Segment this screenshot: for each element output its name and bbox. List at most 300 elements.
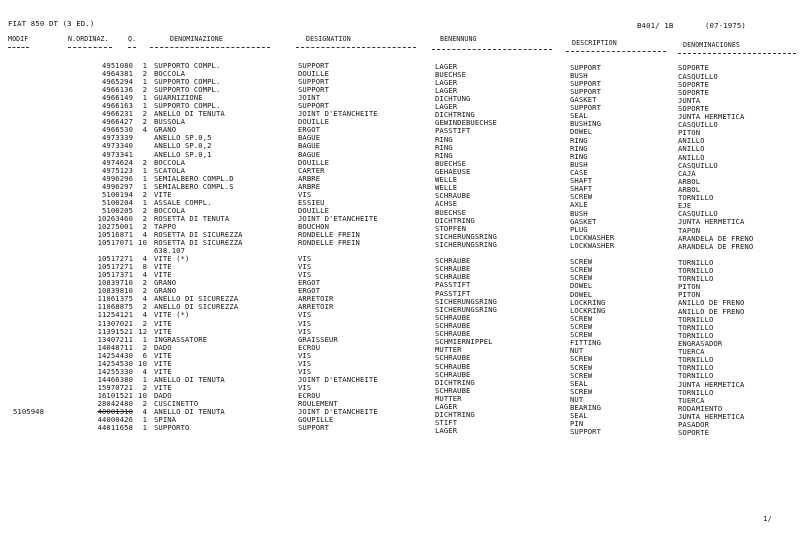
order-number-cell: 4996297 [102,181,133,191]
quantity-cell: 1 [142,423,147,433]
english-name-cell: LOCKRING [570,305,606,315]
french-name-cell: ECROU [298,390,321,400]
modif-cell: 5105948 [13,407,44,417]
german-name-cell: DICHTRING [435,410,475,420]
english-name-cell: SCREW [570,322,593,332]
french-name-cell: SUPPORT [298,77,329,87]
french-name-cell: BAGUE [298,133,321,143]
french-name-cell: VIS [298,189,312,199]
english-name-cell: SUPPORT [570,62,601,72]
page-number: 1/ [763,514,773,523]
order-number-cell: 5100204 [102,197,133,207]
quantity-cell: 1 [142,165,147,175]
quantity-cell: 4 [142,229,147,239]
spanish-name-cell: TAPON [678,225,701,235]
french-name-cell: ERGOT [298,125,321,135]
order-number-cell: 16101521 [97,390,133,400]
german-name-cell: GEWINDEBUECHSE [435,118,497,128]
english-name-cell: PLUG [570,224,588,234]
quantity-cell: 2 [142,157,147,167]
french-name-cell: ESSIEU [298,197,325,207]
french-name-cell: ARBRE [298,173,321,183]
spanish-name-cell: TORNILLO [678,193,714,203]
spanish-name-cell: TORNILLO [678,355,714,365]
german-name-cell: SCHRAUBE [435,329,471,339]
french-name-cell: GRAISSEUR [298,334,338,344]
italian-name-cell: VITE [154,318,172,328]
german-name-cell: SCHRAUBE [435,353,471,363]
english-name-cell: SCREW [570,273,593,283]
italian-name-cell: ASSALE COMPL. [154,197,212,207]
quantity-cell: 2 [142,117,147,127]
order-number-cell: 4964381 [102,69,133,79]
german-name-cell: LAGER [435,426,458,436]
italian-name-cell: SEMIALBERO COMPL.D [154,173,234,183]
order-number-cell: 4951080 [102,61,133,70]
quantity-cell: 2 [142,221,147,231]
spanish-name-cell: CASQUILLO [678,71,718,81]
french-name-cell: BOUCHON [298,221,329,231]
italian-name-cell: BOCCOLA [154,157,185,167]
col-header-ordinaz: N.ORDINAZ. [68,35,109,43]
english-name-cell: SCREW [570,313,593,323]
spanish-name-cell: SOPORTE [678,63,709,73]
col-header-fr: DESIGNATION [306,35,351,43]
german-name-cell: SICHERUNGSRING [435,304,497,314]
italian-name-cell: VITE [154,270,172,280]
italian-name-cell: ANELLO DI TENUTA [154,374,225,384]
col-header-de: BENENNUNG [440,35,477,43]
order-number-cell: 44000426 [97,415,133,425]
spanish-name-cell: PITON [678,282,701,292]
german-name-cell: BUECHSE [435,158,466,168]
quantity-cell: 2 [142,109,147,119]
header-rule [150,47,270,48]
french-name-cell: ROULEMENT [298,398,338,408]
spanish-name-cell: ANILLO [678,144,705,154]
english-name-cell: SCREW [570,192,593,202]
header-rule [296,47,416,48]
english-name-cell: RING [570,143,588,153]
french-name-cell: ECROU [298,342,321,352]
spanish-name-cell: EJE [678,201,692,211]
header-rule [678,53,796,54]
french-name-cell: ERGOT [298,286,321,296]
order-number-cell: 4974624 [102,157,133,167]
order-number-cell: 11061375 [97,294,133,304]
order-number-cell: 14254430 [97,350,133,360]
spanish-name-cell: JUNTA [678,95,701,105]
french-name-cell: VIS [298,262,312,272]
spanish-name-cell: TUERCA [678,347,705,357]
quantity-cell: 2 [142,286,147,296]
header-rule [8,47,29,48]
german-name-cell: RING [435,134,453,144]
german-name-cell: SICHERUNGSRING [435,296,497,306]
english-name-cell: CASE [570,167,588,177]
italian-name-cell: SUPPORTO COMPL. [154,61,221,70]
italian-name-cell: VITE (*) [154,254,190,264]
quantity-cell: 4 [142,254,147,264]
italian-name-cell: ANELLO SP.0,5 [154,133,212,143]
english-name-cell: DOWEL [570,281,593,291]
order-number-cell: 4973339 [102,133,133,143]
english-name-cell: RING [570,135,588,145]
french-name-cell: SUPPORT [298,101,329,111]
italian-name-cell: ANELLO DI SICUREZZA [154,294,239,304]
spanish-name-cell: TORNILLO [678,387,714,397]
german-name-cell: ACHSE [435,199,458,209]
order-number-cell: 10275001 [97,221,133,231]
french-name-cell: ARRETOIR [298,294,334,304]
german-name-cell: SICHERUNGSRING [435,239,497,249]
spanish-name-cell: TORNILLO [678,314,714,324]
quantity-cell: 8 [142,262,147,272]
german-name-cell: LAGER [435,85,458,95]
english-name-cell: SEAL [570,411,588,421]
german-name-cell: PASSTIFT [435,126,471,136]
english-name-cell: SCREW [570,265,593,275]
col-header-en: DESCRIPTION [572,39,617,47]
german-name-cell: BUECHSE [435,69,466,79]
order-number-cell: 4965294 [102,77,133,87]
english-name-cell: RING [570,151,588,161]
french-name-cell: VIS [298,270,312,280]
order-number-cell: 13407211 [97,334,133,344]
english-name-cell: NUT [570,346,584,356]
quantity-cell: 4 [142,294,147,304]
quantity-cell: 1 [142,197,147,207]
french-name-cell: DOUILLE [298,117,329,127]
italian-name-cell: ANELLO DI TENUTA [154,109,225,119]
italian-name-cell: DADO [154,390,172,400]
italian-name-cell: ANELLO DI SICUREZZA [154,302,239,312]
french-name-cell: RONDELLE FREIN [298,229,360,239]
french-name-cell: JOINT D'ETANCHEITE [298,109,378,119]
col-header-qty: Q. [128,35,137,43]
italian-name-cell: BOCCOLA [154,205,185,215]
english-name-cell: NUT [570,394,584,404]
quantity-cell: 10 [138,358,147,368]
french-name-cell: SUPPORT [298,61,329,70]
spanish-name-cell: ENGRASADOR [678,339,723,349]
order-number-cell: 10517271 [97,262,133,272]
order-number-cell: 10517371 [97,270,133,280]
order-number-cell: 40001310 [97,407,133,417]
french-name-cell: DOUILLE [298,157,329,167]
french-name-cell: VIS [298,358,312,368]
order-number-cell: 11391521 [97,326,133,336]
document-title: FIAT 850 DT (3 ED.) [8,19,95,28]
spanish-name-cell: SOPORTE [678,428,709,438]
spanish-name-cell: JUNTA HERMETICA [678,379,745,389]
quantity-cell: 2 [142,69,147,79]
french-name-cell: RONDELLE FREIN [298,238,360,248]
order-number-cell: 4966163 [102,101,133,111]
english-name-cell: SUPPORT [570,427,601,437]
french-name-cell: VIS [298,382,312,392]
italian-name-cell: SPINA [154,415,177,425]
spanish-name-cell: TUERCA [678,395,705,405]
order-number-cell: 10839710 [97,278,133,288]
order-number-cell: 10839810 [97,286,133,296]
italian-name-cell: SUPPORTO COMPL. [154,77,221,87]
quantity-cell: 2 [142,342,147,352]
quantity-cell: 1 [142,181,147,191]
italian-name-cell: ANELLO SP.0,1 [154,149,212,159]
italian-name-cell: DADO [154,342,172,352]
english-name-cell: SHAFT [570,184,593,194]
spanish-name-cell: ARBOL [678,176,701,186]
quantity-cell: 10 [138,238,147,248]
german-name-cell: SICHERUNGSRING [435,231,497,241]
order-number-cell: 5100194 [102,189,133,199]
order-number-cell: 4966231 [102,109,133,119]
order-number-cell: 11068875 [97,302,133,312]
french-name-cell: DOUILLE [298,69,329,79]
quantity-cell: 2 [142,189,147,199]
spanish-name-cell: ARANDELA DE FRENO [678,241,754,251]
german-name-cell: SCHRAUBE [435,312,471,322]
italian-name-cell: ROSETTA DI SICUREZZA [154,229,243,239]
quantity-cell: 2 [142,213,147,223]
english-name-cell: SCREW [570,386,593,396]
english-name-cell: SCREW [570,257,593,267]
header-rule [432,49,552,50]
english-name-cell: LOCKWASHER [570,232,615,242]
english-name-cell: FITTING [570,338,601,348]
french-name-cell: ARBRE [298,181,321,191]
french-name-cell: JOINT [298,93,321,103]
spanish-name-cell: TORNILLO [678,330,714,340]
italian-name-cell: VITE (*) [154,310,190,320]
spanish-name-cell: JUNTA HERMETICA [678,217,745,227]
quantity-cell: 4 [142,310,147,320]
spanish-name-cell: CASQUILLO [678,209,718,219]
english-name-cell: LOCKRING [570,297,606,307]
german-name-cell: SCHRAUBE [435,191,471,201]
quantity-cell: 2 [142,302,147,312]
english-name-cell: LOCKWASHER [570,240,615,250]
header-rule [566,51,666,52]
order-number-cell: 4966136 [102,85,133,95]
order-number-cell: 15970721 [97,382,133,392]
french-name-cell: VIS [298,366,312,376]
order-number-cell: 10516871 [97,229,133,239]
german-name-cell: SCHRAUBE [435,369,471,379]
spanish-name-cell: CASQUILLO [678,120,718,130]
german-name-cell: GEHAEUSE [435,166,471,176]
order-number-cell: 10263460 [97,213,133,223]
col-header-it: DENOMINAZIONE [170,35,223,43]
english-name-cell: SCREW [570,330,593,340]
italian-name-cell: VITE [154,350,172,360]
spanish-name-cell: TORNILLO [678,274,714,284]
header-rule [68,47,112,48]
spanish-name-cell: ARANDELA DE FRENO [678,233,754,243]
english-name-cell: BUSH [570,70,588,80]
quantity-cell: 1 [142,334,147,344]
french-name-cell: SUPPORT [298,423,329,433]
spanish-name-cell: TORNILLO [678,257,714,267]
german-name-cell: DICHTRING [435,110,475,120]
italian-name-cell: ROSETTA DI TENUTA [154,213,230,223]
quantity-cell: 1 [142,77,147,87]
spanish-name-cell: SOPORTE [678,103,709,113]
order-number-cell: 4973341 [102,149,133,159]
english-name-cell: SCREW [570,370,593,380]
german-name-cell: SCHRAUBE [435,361,471,371]
col-header-modif: MODIF [8,35,29,43]
french-name-cell: VIS [298,326,312,336]
english-name-cell: BEARING [570,403,601,413]
order-number-cell: 14048711 [97,342,133,352]
spanish-name-cell: PASADOR [678,420,709,430]
spanish-name-cell: ANILLO [678,152,705,162]
german-name-cell: SCHRAUBE [435,264,471,274]
spanish-name-cell: JUNTA HERMETICA [678,411,745,421]
english-name-cell: DOWEL [570,289,593,299]
spanish-name-cell: ARBOL [678,185,701,194]
french-name-cell: DOUILLE [298,205,329,215]
italian-name-cell: BOCCOLA [154,69,185,79]
spanish-name-cell: CASQUILLO [678,160,718,170]
italian-name-cell: SCATOLA [154,165,185,175]
catalog-date: (07-1975) [705,21,746,30]
italian-name-cell: GRANO [154,125,177,135]
order-number-cell: 28042480 [97,398,133,408]
english-name-cell: DOWEL [570,127,593,137]
italian-name-cell: ANELLO DI TENUTA [154,407,225,417]
italian-name-cell: VITE [154,326,172,336]
spanish-name-cell: TORNILLO [678,363,714,373]
german-name-cell: DICHTUNG [435,94,471,104]
german-name-cell: PASSTIFT [435,280,471,290]
italian-name-cell: VITE [154,358,172,368]
quantity-cell: 2 [142,382,147,392]
french-name-cell: VIS [298,254,312,264]
german-name-cell: WELLE [435,183,458,193]
english-name-cell: SEAL [570,111,588,121]
spanish-name-cell: TORNILLO [678,322,714,332]
german-name-cell: DICHTRING [435,215,475,225]
order-number-cell: 4966530 [102,125,133,135]
english-name-cell: SEAL [570,378,588,388]
italian-name-cell: VITE [154,382,172,392]
italian-name-cell: ROSETTA DI SICUREZZA [154,238,243,248]
french-name-cell: BAGUE [298,141,321,151]
italian-name-cell: INGRASSATORE [154,334,208,344]
italian-name-cell: SUPPORTO COMPL. [154,101,221,111]
quantity-cell: 1 [142,101,147,111]
english-name-cell: GASKET [570,95,597,105]
german-name-cell: RING [435,150,453,160]
catalog-code: B401/ 1B [637,21,674,30]
quantity-cell: 12 [138,326,147,336]
english-name-cell: PIN [570,419,584,429]
order-number-cell: 44011658 [97,423,133,433]
order-number-cell: 10517071 [97,238,133,248]
german-name-cell: LAGER [435,102,458,112]
german-name-cell: MUTTER [435,393,462,403]
german-name-cell: PASSTIFT [435,288,471,298]
quantity-cell: 2 [142,205,147,215]
spanish-name-cell: JUNTA HERMETICA [678,112,745,122]
german-name-cell: LAGER [435,61,458,71]
italian-name-cell: VITE [154,262,172,272]
english-name-cell: GASKET [570,216,597,226]
french-name-cell: JOINT D'ETANCHEITE [298,374,378,384]
order-number-cell: 14254530 [97,358,133,368]
german-name-cell: BUECHSE [435,207,466,217]
italian-name-cell: TAPPO [154,221,177,231]
german-name-cell: STOPFEN [435,223,466,233]
quantity-cell: 1 [142,374,147,384]
italian-name-cell: CUSCINETTO [154,398,199,408]
english-name-cell: SUPPORT [570,78,601,88]
spanish-name-cell: PITON [678,128,701,138]
german-name-cell: STIFT [435,418,458,428]
english-name-cell: BUSHING [570,119,601,129]
order-number-cell: 11307021 [97,318,133,328]
german-name-cell: LAGER [435,77,458,87]
english-name-cell: SUPPORT [570,86,601,96]
spanish-name-cell: ANILLO DE FRENO [678,298,745,308]
order-number-cell: 4973340 [102,141,133,151]
english-name-cell: BUSH [570,159,588,169]
german-name-cell: SCHRAUBE [435,385,471,395]
english-name-cell: AXLE [570,200,588,210]
spanish-name-cell: PITON [678,290,701,300]
german-name-cell: SCHRAUBE [435,256,471,266]
col-header-es: DENOMINACIONES [683,41,740,49]
quantity-cell: 1 [142,173,147,183]
italian-name-cell: 638.107 [154,246,185,256]
quantity-cell: 1 [142,415,147,425]
german-name-cell: MUTTER [435,345,462,355]
german-name-cell: SCHMIERNIPPEL [435,337,493,347]
german-name-cell: DICHTRING [435,377,475,387]
order-number-cell: 10517271 [97,254,133,264]
german-name-cell: LAGER [435,402,458,412]
italian-name-cell: SUPPORTO COMPL. [154,85,221,95]
quantity-cell: 10 [138,390,147,400]
french-name-cell: JOINT D'ETANCHEITE [298,213,378,223]
header-rule [128,47,136,48]
quantity-cell: 2 [142,318,147,328]
italian-name-cell: BUSSOLA [154,117,185,127]
spanish-name-cell: SOPORTE [678,79,709,89]
spanish-name-cell: ANILLO DE FRENO [678,306,745,316]
italian-name-cell: GUARNIZIONE [154,93,203,103]
french-name-cell: ERGOT [298,278,321,288]
quantity-cell: 4 [142,366,147,376]
order-number-cell: 4966149 [102,93,133,103]
quantity-cell: 4 [142,270,147,280]
order-number-cell: 4966427 [102,117,133,127]
order-number-cell: 14466380 [97,374,133,384]
italian-name-cell: SEMIALBERO COMPL.S [154,181,234,191]
spanish-name-cell: ANILLO [678,136,705,146]
french-name-cell: JOINT D'ETANCHEITE [298,407,378,417]
spanish-name-cell: TORNILLO [678,266,714,276]
german-name-cell: RING [435,142,453,152]
french-name-cell: VIS [298,318,312,328]
quantity-cell: 2 [142,398,147,408]
parts-table [0,61,800,438]
italian-name-cell: GRANO [154,286,177,296]
quantity-cell: 2 [142,85,147,95]
